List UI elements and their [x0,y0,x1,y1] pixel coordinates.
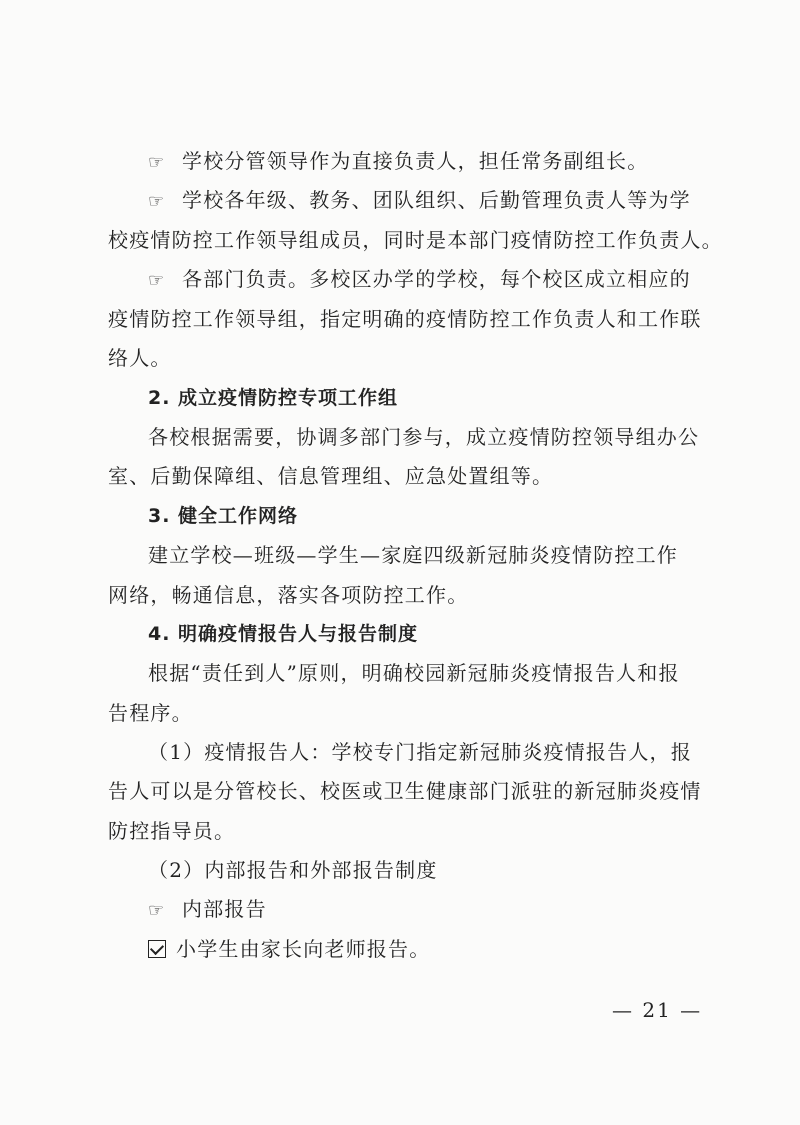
paragraph-line: 建立学校—班级—学生—家庭四级新冠肺炎疫情防控工作 [148,543,678,567]
pointing-hand-icon: ☞ [148,270,166,291]
pointing-hand-icon: ☞ [148,152,166,173]
paragraph-line: 疫情防控工作领导组，指定明确的疫情防控工作负责人和工作联 [108,307,702,331]
paragraph-text: 学校分管领导作为直接负责人，担任常务副组长。 [182,149,649,173]
paragraph-line: 根据“责任到人”原则，明确校园新冠肺炎疫情报告人和报 [148,661,680,685]
page-number: — 21 — [612,998,703,1022]
bullet-line [148,265,800,295]
paragraph-text: 学校各年级、教务、团队组织、后勤管理负责人等为学 [182,188,691,212]
paragraph-line: （1）疫情报告人：学校专门指定新冠肺炎疫情报告人，报 [148,740,692,764]
paragraph-line: 校疫情防控工作领导组成员，同时是本部门疫情防控工作负责人。 [108,228,723,252]
bullet-line [148,186,800,216]
paragraph-line: 告人可以是分管校长、校医或卫生健康部门派驻的新冠肺炎疫情 [108,779,702,803]
pointing-hand-icon: ☞ [148,900,166,921]
section-heading: 3. 健全工作网络 [148,505,299,527]
paragraph-line: 络人。 [108,346,172,370]
bullet-line [148,895,800,925]
paragraph-line: 室、后勤保障组、信息管理组、应急处置组等。 [108,464,554,488]
checkbox-line [148,935,800,963]
paragraph-text: 内部报告 [182,897,267,921]
pointing-hand-icon: ☞ [148,191,166,212]
paragraph-text: 小学生由家长向老师报告。 [176,937,431,961]
section-heading: 2. 成立疫情防控专项工作组 [148,387,399,409]
bullet-line [148,147,800,177]
paragraph-line: 网络，畅通信息，落实各项防控工作。 [108,583,469,607]
paragraph-line: （2）内部报告和外部报告制度 [148,858,438,882]
checkbox-icon [148,940,166,958]
paragraph-line: 各校根据需要，协调多部门参与，成立疫情防控领导组办公 [148,425,700,449]
paragraph-text: 各部门负责。多校区办学的学校，每个校区成立相应的 [182,267,691,291]
paragraph-line: 告程序。 [108,701,193,725]
paragraph-line: 防控指导员。 [108,819,236,843]
section-heading: 4. 明确疫情报告人与报告制度 [148,623,419,645]
